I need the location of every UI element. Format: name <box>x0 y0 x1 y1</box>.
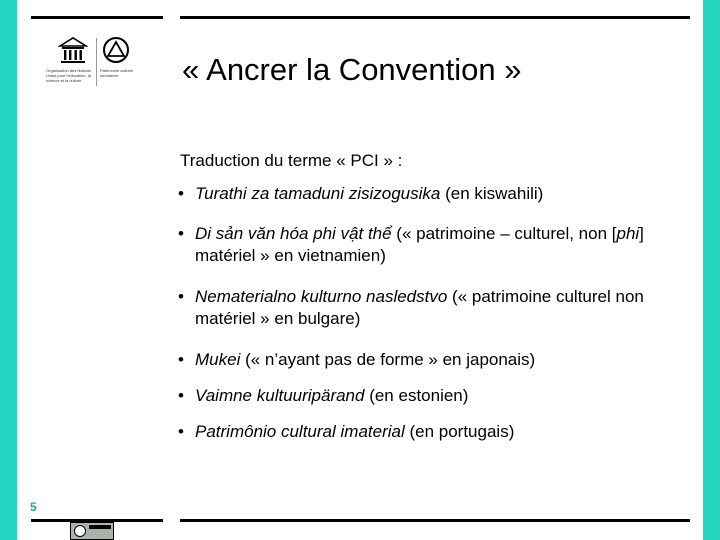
bullet-term: Mukei <box>195 350 241 369</box>
bullet-term: Turathi za tamaduni zisizogusika <box>195 184 441 203</box>
bullet-item-japonais <box>178 349 698 371</box>
cc-band <box>89 525 111 529</box>
bottom-rule-right <box>180 519 690 522</box>
left-accent-bar <box>0 0 17 540</box>
bullet-text: (en kiswahili) <box>440 184 544 203</box>
top-rule-right <box>180 16 690 19</box>
bullet-item-kiswahili <box>178 183 698 205</box>
bullet-text: (« patrimoine culturel non matériel » en bulgare) <box>195 287 644 328</box>
bullet-text: (« patrimoine – culturel, non [ <box>391 224 617 243</box>
slide-title: « Ancrer la Convention » <box>182 52 522 87</box>
bullet-term: Patrimônio cultural imaterial <box>195 422 405 441</box>
bullet-list <box>178 183 698 443</box>
convention-logo-text: Patrimoine culturel immatériel <box>100 68 134 78</box>
bullet-text: (en portugais) <box>404 422 515 441</box>
bullet-text: (« n’ayant pas de forme » en japonais) <box>240 350 536 369</box>
bullet-item-estonien <box>178 385 698 407</box>
unesco-temple-icon <box>58 36 88 66</box>
top-rule-left <box>31 16 163 19</box>
bullet-term: Di sản văn hóa phi vật thể <box>195 224 392 243</box>
right-accent-bar <box>703 0 720 540</box>
bullet-term: Vaimne kultuuripärand <box>195 386 365 405</box>
unesco-logo-text: Organisation des Nations Unies pour l’éducation, la science et la culture <box>46 68 91 83</box>
bullet-item-portugais <box>178 421 698 443</box>
bullet-text: (en estonien) <box>364 386 469 405</box>
bullet-term-phi: phi <box>616 224 640 243</box>
bullet-text: ] matériel » en vietnamien) <box>195 224 644 265</box>
page-number: 5 <box>30 500 37 514</box>
subheading: Traduction du terme « PCI » : <box>180 151 403 170</box>
ich-convention-emblem-icon <box>102 36 130 64</box>
logo-area <box>44 36 134 94</box>
bullet-item-vietnamien <box>178 223 698 267</box>
logo-separator <box>96 38 97 86</box>
bullet-item-bulgare <box>178 286 698 330</box>
bullet-term: Nematerialno kulturno nasledstvo <box>195 287 448 306</box>
cc-circle-icon <box>74 525 86 537</box>
creative-commons-badge-icon <box>70 522 114 540</box>
